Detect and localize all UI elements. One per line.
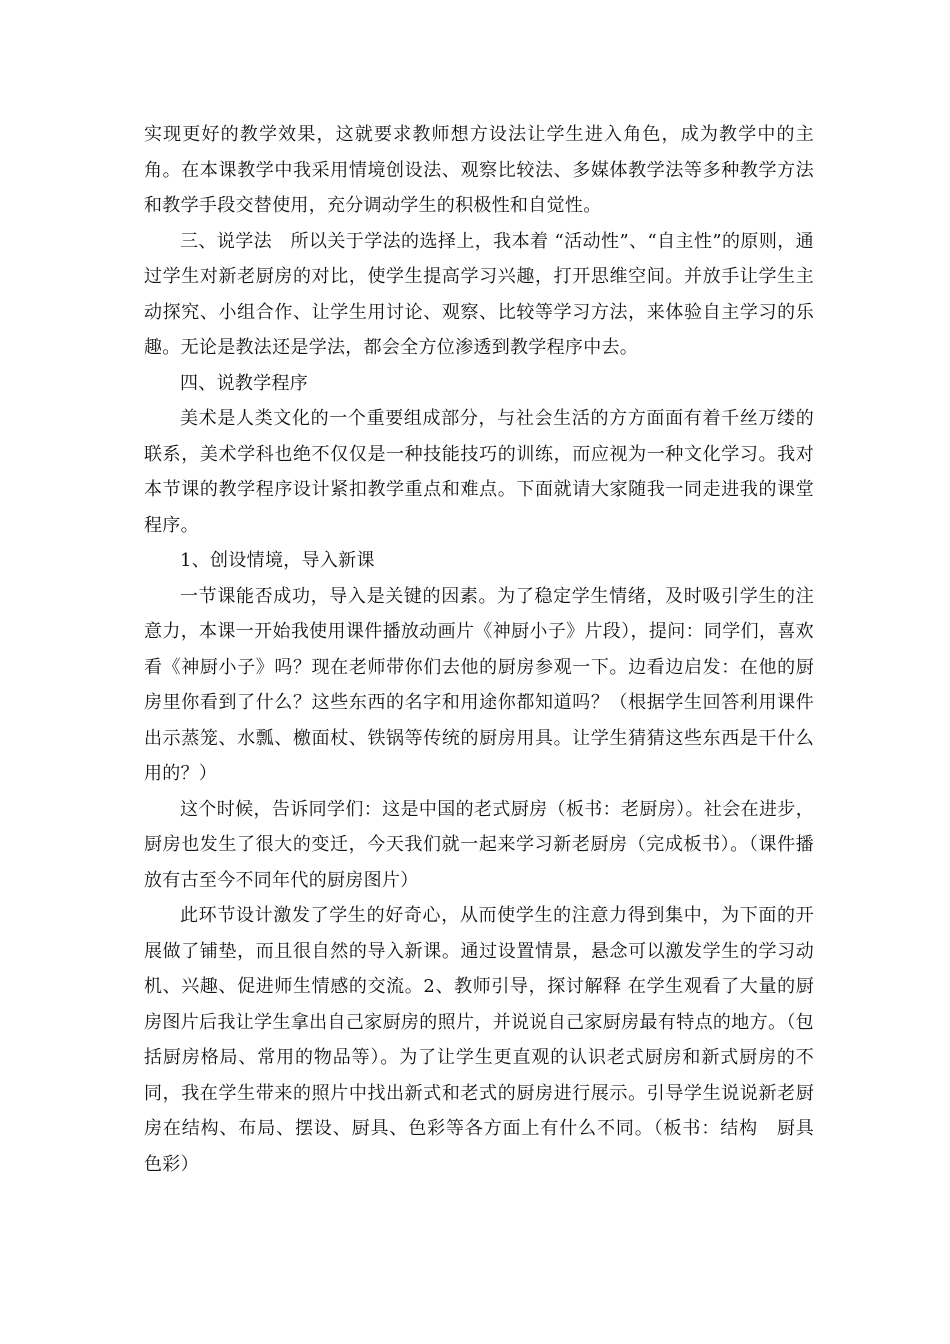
document-page: [144, 117, 833, 1182]
paragraph-introduction-importance: 一节课能否成功，导入是关键的因素。为了稳定学生情绪，及时吸引学生的注意力，本课一开始我使用课件播放动画片《神厨小子》片段），提问：同学们，喜欢看《神厨小子》吗？现在老师带你们去他的厨房参观一下。边看边启发：在他的厨房里你看到了什么？这些东西的名字和用途你都知道吗？（根据学生回答利用课件出示蒸笼、水瓢、檄面杖、铁锅等传统的厨房用具。让学生猜猜这些东西是干什么用的？）: [144, 585, 814, 784]
paragraph-section-three-study-method: 三、说学法 所以关于学法的选择上，我本着 “活动性”、“自主性”的原则，通过学生对新老厨房的对比，使学生提高学习兴趣，打开思维空间。并放手让学生主动探究、小组合作、让学生用讨论、观察、比较等学习方法，来体验自主学习的乐趣。无论是教法还是学法，都会全方位渗透到教学程序中去。: [144, 230, 814, 358]
paragraph-design-reflection: 此环节设计激发了学生的好奇心，从而使学生的注意力得到集中，为下面的开展做了铺垫，而且很自然的导入新课。通过设置情景，悬念可以激发学生的学习动机、兴趣、促进师生情感的交流。2、教师引导，探讨解释 在学生观看了大量的厨房图片后我让学生拿出自己家厨房的照片，并说说自己家厨房最有特点的地方。（包括厨房格局、常用的物品等）。为了让学生更直观的认识老式厨房和新式厨房的不同，我在学生带来的照片中找出新式和老式的厨房进行展示。引导学生说说新老厨房在结构、布局、摆设、厨具、色彩等各方面上有什么不同。（板书：结构 厨具 色彩）: [144, 905, 833, 1175]
paragraph-old-kitchen-explanation: 这个时候，告诉同学们：这是中国的老式厨房（板书：老厨房）。社会在进步，厨房也发生了很大的变迁，今天我们就一起来学习新老厨房（完成板书）。（课件播放有古至今不同年代的厨房图片）: [144, 798, 814, 891]
paragraph-art-culture: 美术是人类文化的一个重要组成部分，与社会生活的方方面面有着千丝万缕的联系，美术学科也绝不仅仅是一种技能技巧的训练，而应视为一种文化学习。我对本节课的教学程序设计紧扣教学重点和难点。下面就请大家随我一同走进我的课堂程序。: [144, 408, 814, 536]
paragraph-continuation: 实现更好的教学效果，这就要求教师想方设法让学生进入角色，成为教学中的主角。在本课教学中我采用情境创设法、观察比较法、多媒体教学法等多种教学方法和教学手段交替使用，充分调动学生的积极性和自觉性。: [144, 124, 814, 216]
heading-section-four-teaching-procedure: 四、说教学程序: [180, 372, 309, 394]
heading-step-one-create-situation: 1、创设情境，导入新课: [180, 550, 375, 571]
